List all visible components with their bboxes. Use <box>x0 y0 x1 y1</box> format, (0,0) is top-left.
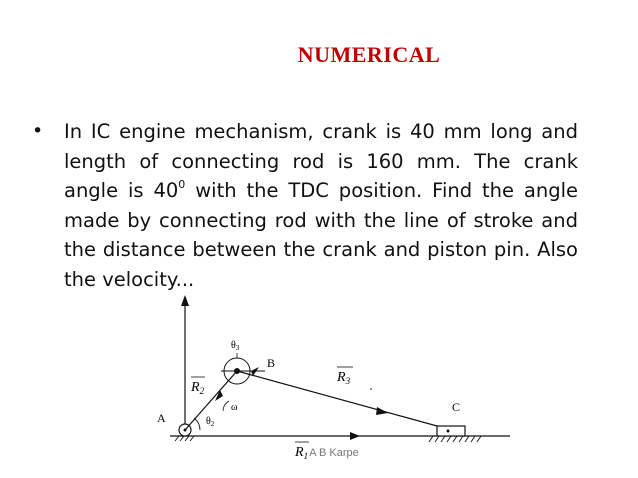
label-c: C <box>452 400 461 414</box>
slide-title: NUMERICAL <box>297 42 441 67</box>
label-theta2: $\theta_2$ <box>206 416 215 428</box>
label-omega: ω <box>231 402 238 413</box>
label-r1: $R_1$ <box>295 445 309 461</box>
label-a: A <box>157 411 166 425</box>
degree-superscript: 0 <box>178 178 186 191</box>
label-theta3: $\theta_3$ <box>231 340 240 352</box>
footer-author: A B Karpe <box>309 447 359 459</box>
bullet-text-part-b: with the TDC position. Find the angle made by connecting rod with the line of stroke and the distance between the crank and piston pin. Also the velocity... <box>64 179 579 291</box>
slider-crank-diagram <box>145 293 525 473</box>
slider-c-pin <box>447 430 450 433</box>
label-b: B <box>267 356 276 370</box>
bullet-item <box>32 117 578 294</box>
bullet-dot-icon: • <box>32 120 44 142</box>
diagram-background <box>145 293 525 473</box>
stray-dot <box>370 388 372 390</box>
bullet-text <box>64 117 578 294</box>
slider-c <box>437 426 465 436</box>
label-r3: $R_3$ <box>337 370 351 386</box>
bullet-text-part-a: In IC engine mechanism, crank is 40 mm long and length of connecting rod is 160 mm. The crank angle is 40 <box>64 120 578 202</box>
label-r2: $R_2$ <box>191 380 205 396</box>
